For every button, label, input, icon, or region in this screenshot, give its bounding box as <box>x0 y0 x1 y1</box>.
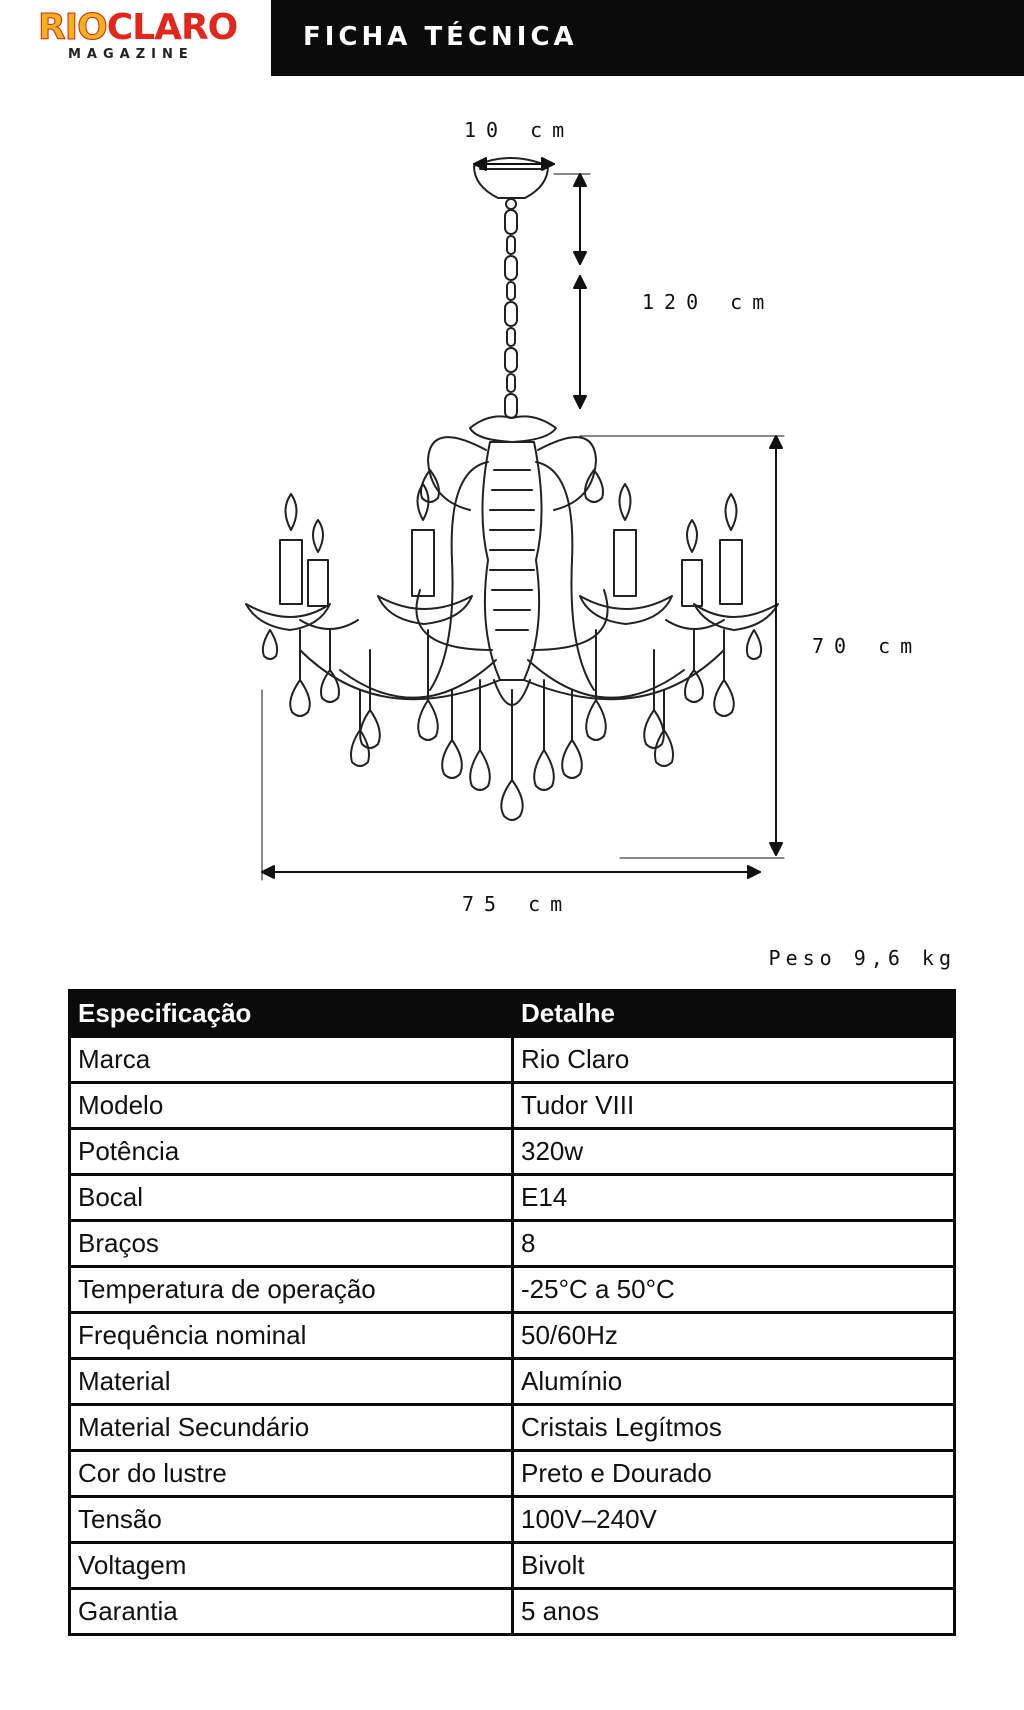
spec-label: Garantia <box>70 1589 513 1635</box>
brand-logo <box>0 0 270 76</box>
spec-value: 5 anos <box>513 1589 955 1635</box>
column-header: Especificação <box>70 991 513 1037</box>
spec-label: Temperatura de operação <box>70 1267 513 1313</box>
spec-value: Cristais Legítmos <box>513 1405 955 1451</box>
title-bar <box>271 0 1024 76</box>
spec-label: Bocal <box>70 1175 513 1221</box>
spec-table <box>68 989 956 1636</box>
spec-value: Bivolt <box>513 1543 955 1589</box>
spec-label: Cor do lustre <box>70 1451 513 1497</box>
table-row <box>70 1313 955 1359</box>
table-row <box>70 1037 955 1083</box>
table-header-row <box>70 991 955 1037</box>
table-row <box>70 1589 955 1635</box>
spec-value: 320w <box>513 1129 955 1175</box>
spec-label: Marca <box>70 1037 513 1083</box>
dimension-body-height: 70 cm <box>812 634 923 658</box>
table-row <box>70 1129 955 1175</box>
logo-text-rio: RIO <box>38 7 107 48</box>
spec-label: Potência <box>70 1129 513 1175</box>
logo-text-claro: CLARO <box>106 7 238 48</box>
spec-value: Rio Claro <box>513 1037 955 1083</box>
dimension-body-width: 75 cm <box>462 892 573 916</box>
table-row <box>70 1497 955 1543</box>
spec-label: Braços <box>70 1221 513 1267</box>
spec-value: -25°C a 50°C <box>513 1267 955 1313</box>
table-row <box>70 1221 955 1267</box>
logo-subtitle: MAGAZINE <box>68 47 194 62</box>
page-header <box>0 0 1024 76</box>
table-row <box>70 1083 955 1129</box>
spec-value: Tudor VIII <box>513 1083 955 1129</box>
spec-label: Tensão <box>70 1497 513 1543</box>
spec-value: Preto e Dourado <box>513 1451 955 1497</box>
weight-label: Peso 9,6 kg <box>768 946 956 970</box>
spec-label: Material Secundário <box>70 1405 513 1451</box>
dimension-drop-height: 120 cm <box>642 290 775 314</box>
table-row <box>70 1543 955 1589</box>
spec-label: Modelo <box>70 1083 513 1129</box>
chandelier-icon <box>0 90 1024 940</box>
table-row <box>70 1359 955 1405</box>
spec-label: Material <box>70 1359 513 1405</box>
table-row <box>70 1405 955 1451</box>
technical-drawing <box>0 90 1024 940</box>
dimension-canopy-width: 10 cm <box>464 118 575 142</box>
spec-value: 50/60Hz <box>513 1313 955 1359</box>
spec-value: 8 <box>513 1221 955 1267</box>
spec-label: Voltagem <box>70 1543 513 1589</box>
spec-value: E14 <box>513 1175 955 1221</box>
spec-value: Alumínio <box>513 1359 955 1405</box>
table-row <box>70 1175 955 1221</box>
spec-label: Frequência nominal <box>70 1313 513 1359</box>
spec-value: 100V–240V <box>513 1497 955 1543</box>
table-row <box>70 1451 955 1497</box>
page-title: FICHA TÉCNICA <box>303 22 578 52</box>
column-header: Detalhe <box>513 991 955 1037</box>
table-row <box>70 1267 955 1313</box>
